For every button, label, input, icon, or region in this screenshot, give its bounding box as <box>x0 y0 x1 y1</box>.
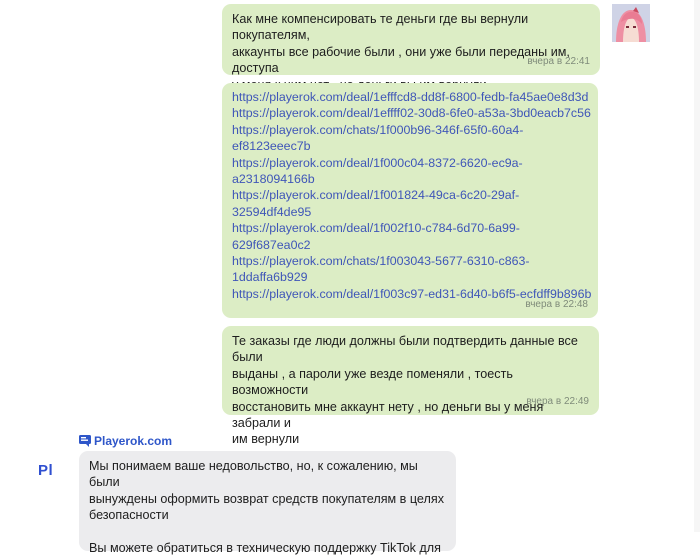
outgoing-links-message <box>222 83 598 318</box>
incoming-message <box>79 451 456 555</box>
scrollbar[interactable] <box>694 0 700 532</box>
anime-girl-avatar-icon <box>612 4 650 42</box>
message-time: вчера в 22:48 <box>525 298 588 310</box>
chat-link[interactable]: https://playerok.com/chats/1f003043-5677-6310-c863- 1ddaffa6b929 <box>232 254 530 285</box>
message-paragraph: Мы понимаем ваше недовольство, но, к сожалению, мы были вынуждены оформить возврат средств покупателям в целях безопасности <box>89 459 444 523</box>
message-text: Как мне компенсировать те деньги где вы вернули покупателям, аккаунты все рабочие были , они уже были переданы им, доступа <box>232 12 570 76</box>
deal-link[interactable]: https://playerok.com/deal/1f001824-49ca-6c20-29af- 32594df4de95 <box>232 188 520 219</box>
link-list <box>232 89 590 302</box>
deal-link[interactable]: https://playerok.com/deal/1effff02-30d8-6fe0-a53a-3bd0eacb7c56 <box>232 106 591 121</box>
deal-link[interactable]: https://playerok.com/deal/1f000c04-8372-6620-ec9a- a2318094166b <box>232 155 523 187</box>
support-avatar-logo[interactable]: Pl <box>38 462 54 479</box>
outgoing-message <box>222 4 600 75</box>
user-avatar[interactable] <box>612 4 650 42</box>
message-text: Те заказы где люди должны были подтвердить данные все были выданы , а пароли уже везде поменяли , тоесть возможности восстановить мне аккаунт нету , но деньги вы у меня забрали и им вернули <box>232 334 578 447</box>
chat-link[interactable]: https://playerok.com/chats/1f000b96-346f-65f0-60a4- ef8123eeec7b <box>232 122 524 154</box>
deal-link[interactable]: https://playerok.com/deal/1f003c97-ed31-6d40-b6f5-ecfdff9b896b <box>232 286 592 301</box>
outgoing-message <box>222 326 599 447</box>
message-time: вчера в 22:41 <box>527 55 590 67</box>
sender-name[interactable]: Playerok.com <box>94 434 173 448</box>
playerok-badge-icon <box>79 435 91 447</box>
message-paragraph: Вы можете обратиться в техническую поддержку TikTok для <box>89 540 441 555</box>
sender-header <box>79 434 172 448</box>
message-time: вчера в 22:49 <box>526 395 589 407</box>
deal-link[interactable]: https://playerok.com/deal/1efffcd8-dd8f-6800-fedb-fa45ae0e8d3d <box>232 90 589 104</box>
deal-link[interactable]: https://playerok.com/deal/1f002f10-c784-6d70-6a99- 629f687ea0c2 <box>232 221 520 252</box>
